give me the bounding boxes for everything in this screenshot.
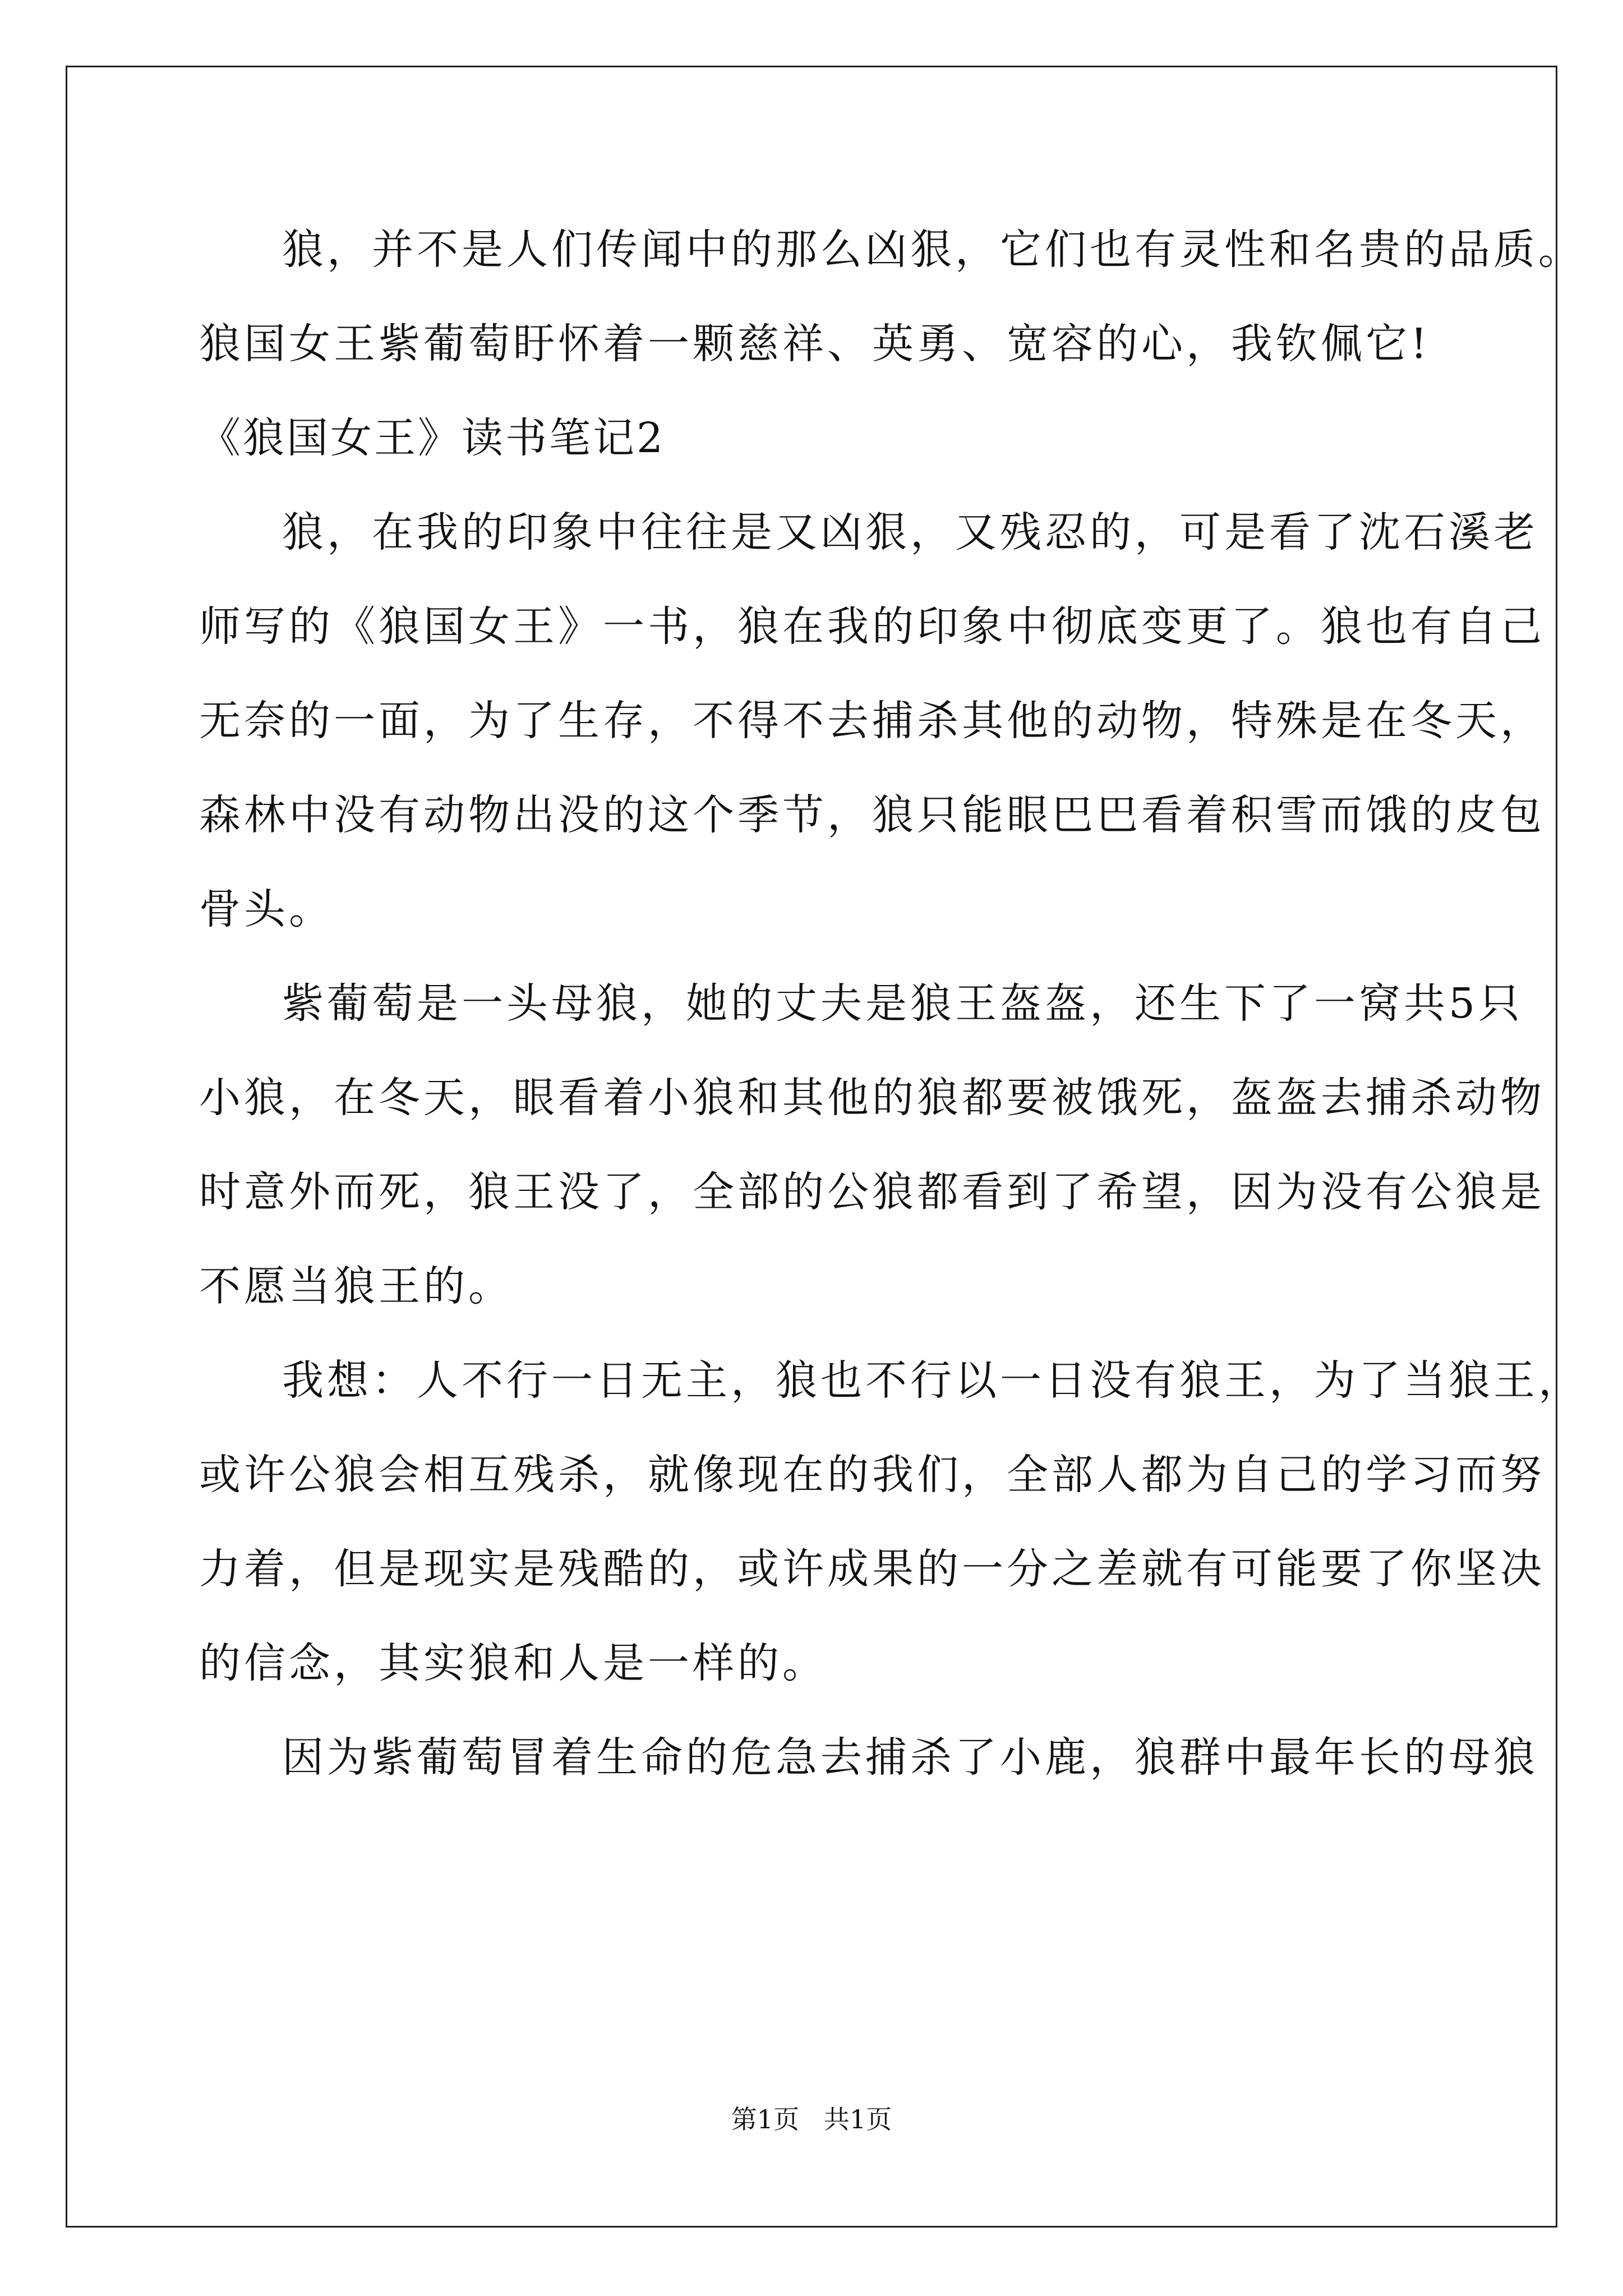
paragraph-line: 力着，但是现实是残酷的，或许成果的一分之差就有可能要了你坚决: [199, 1545, 1545, 1593]
section-heading: 《狼国女王》读书笔记2: [199, 414, 666, 462]
paragraph-line: 紫葡萄是一头母狼，她的丈夫是狼王盔盔，还生下了一窝共5只: [282, 979, 1524, 1028]
paragraph-line: 骨头。: [199, 885, 334, 933]
page-border: [66, 66, 1557, 2228]
paragraph-line: 师写的《狼国女王》一书，狼在我的印象中彻底变更了。狼也有自己: [199, 602, 1545, 651]
paragraph-line: 的信念，其实狼和人是一样的。: [199, 1639, 827, 1687]
paragraph-line: 时意外而死，狼王没了，全部的公狼都看到了希望，因为没有公狼是: [199, 1168, 1545, 1216]
paragraph-line: 无奈的一面，为了生存，不得不去捕杀其他的动物，特殊是在冬天，: [199, 697, 1545, 745]
paragraph-line: 因为紫葡萄冒着生命的危急去捕杀了小鹿，狼群中最年长的母狼: [282, 1733, 1538, 1782]
paragraph-line: 森林中没有动物出没的这个季节，狼只能眼巴巴看着积雪而饿的皮包: [199, 791, 1545, 839]
paragraph-line: 狼，并不是人们传闻中的那么凶狠，它们也有灵性和名贵的品质。: [282, 226, 1583, 274]
paragraph-line: 不愿当狼王的。: [199, 1262, 513, 1310]
paragraph-line: 或许公狼会相互残杀，就像现在的我们，全部人都为自己的学习而努: [199, 1451, 1545, 1499]
page-footer: 第1页 共1页: [731, 2104, 892, 2134]
paragraph-line: 我想：人不行一日无主，狼也不行以一日没有狼王，为了当狼王，: [282, 1356, 1583, 1405]
paragraph-line: 小狼，在冬天，眼看着小狼和其他的狼都要被饿死，盔盔去捕杀动物: [199, 1074, 1545, 1122]
paragraph-line: 狼，在我的印象中往往是又凶狠，又残忍的，可是看了沈石溪老: [282, 508, 1538, 556]
paragraph-line: 狼国女王紫葡萄盱怀着一颗慈祥、英勇、宽容的心，我钦佩它!: [199, 320, 1431, 368]
